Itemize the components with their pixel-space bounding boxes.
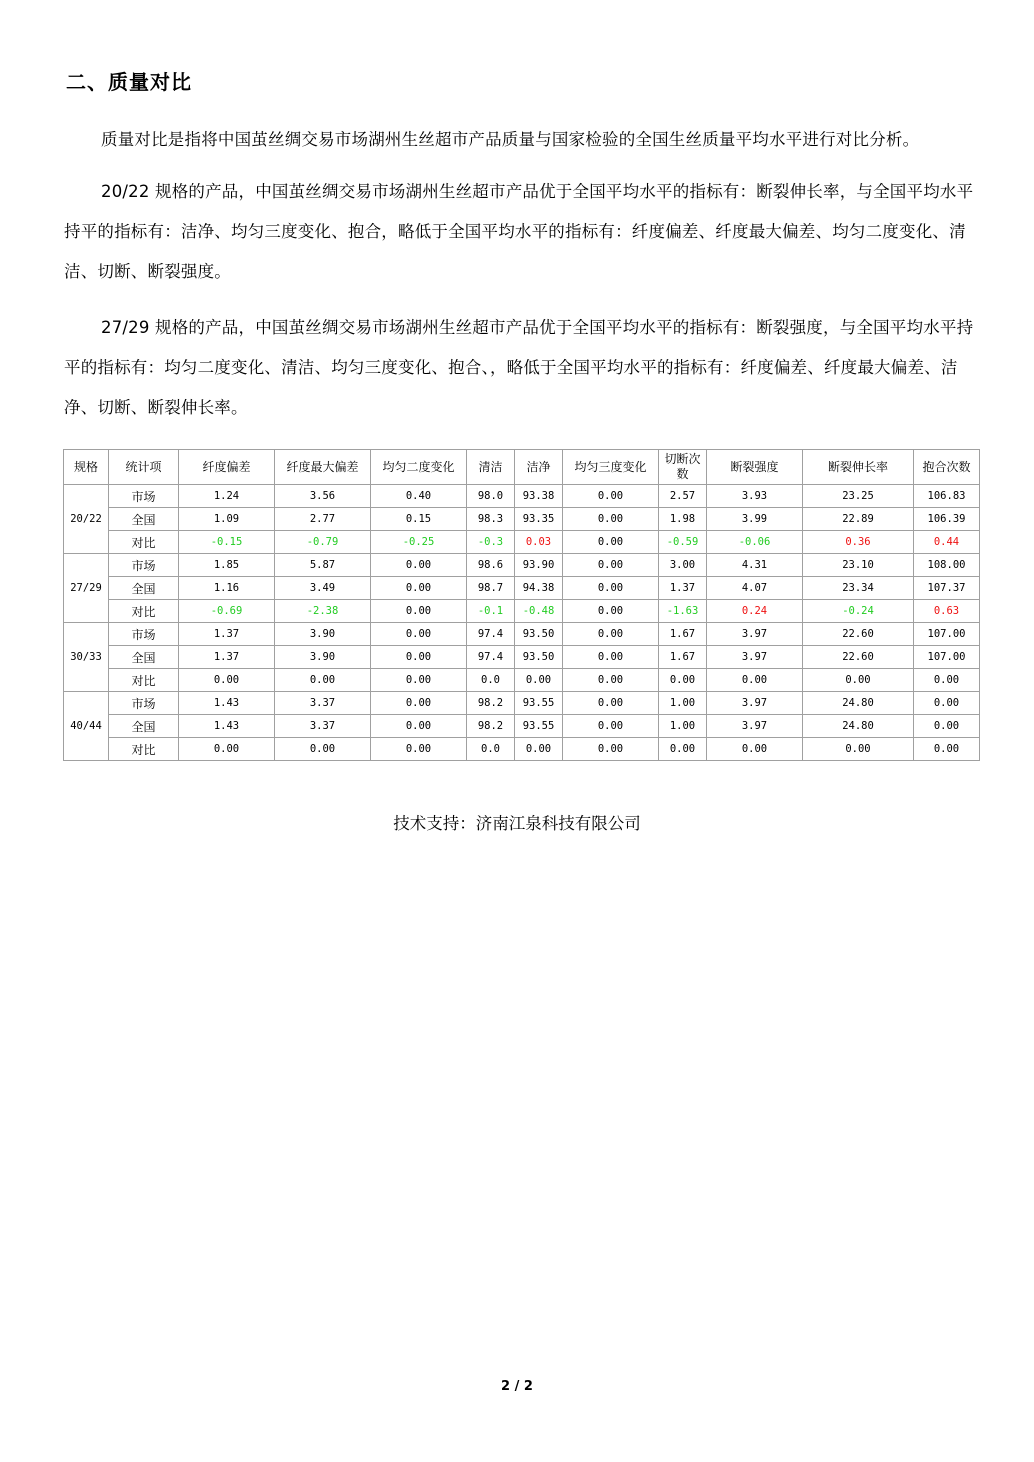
value-cell: 0.00 <box>707 738 803 761</box>
table-row <box>64 738 980 761</box>
value-cell: 0.00 <box>914 692 980 715</box>
value-cell: -0.24 <box>803 600 914 623</box>
intro-paragraph: 质量对比是指将中国茧丝绸交易市场湖州生丝超市产品质量与国家检验的全国生丝质量平均水平进行对比分析。 <box>101 130 920 149</box>
value-cell: 98.7 <box>467 577 515 600</box>
value-cell: 3.37 <box>275 692 371 715</box>
value-cell: 0.00 <box>563 669 659 692</box>
header-cell: 纤度偏差 <box>179 450 275 485</box>
value-cell: -1.63 <box>659 600 707 623</box>
value-cell: 24.80 <box>803 692 914 715</box>
table-header-row <box>64 450 980 485</box>
value-cell: 0.00 <box>563 692 659 715</box>
stat-item-cell: 对比 <box>109 531 179 554</box>
value-cell: 106.83 <box>914 485 980 508</box>
value-cell: 93.50 <box>515 623 563 646</box>
value-cell: 0.00 <box>563 600 659 623</box>
table-row <box>64 600 980 623</box>
value-cell: 106.39 <box>914 508 980 531</box>
value-cell: 3.93 <box>707 485 803 508</box>
value-cell: 0.00 <box>563 577 659 600</box>
value-cell: 0.00 <box>515 669 563 692</box>
value-cell: -0.15 <box>179 531 275 554</box>
value-cell: 3.90 <box>275 646 371 669</box>
value-cell: 4.07 <box>707 577 803 600</box>
stat-item-cell: 对比 <box>109 600 179 623</box>
value-cell: 0.00 <box>563 531 659 554</box>
value-cell: 2.77 <box>275 508 371 531</box>
header-cell: 均匀三度变化 <box>563 450 659 485</box>
header-cell: 断裂伸长率 <box>803 450 914 485</box>
header-cell: 清洁 <box>467 450 515 485</box>
value-cell: 3.37 <box>275 715 371 738</box>
value-cell: 1.09 <box>179 508 275 531</box>
value-cell: 0.00 <box>563 623 659 646</box>
value-cell: 0.00 <box>563 508 659 531</box>
stat-item-cell: 市场 <box>109 485 179 508</box>
value-cell: 0.00 <box>275 669 371 692</box>
value-cell: 4.31 <box>707 554 803 577</box>
value-cell: 0.00 <box>275 738 371 761</box>
value-cell: 1.37 <box>179 646 275 669</box>
tech-support-footer: 技术支持：济南江泉科技有限公司 <box>393 814 641 833</box>
value-cell: 93.35 <box>515 508 563 531</box>
value-cell: -0.25 <box>371 531 467 554</box>
spec-2729-paragraph: 27/29 规格的产品，中国茧丝绸交易市场湖州生丝超市产品优于全国平均水平的指标有：断裂强度，与全国平均水平持平的指标有：均匀二度变化、清洁、均匀三度变化、抱合、，略低于全国平均水平的指标有：纤度偏差、纤度最大偏差、洁净、切断、断裂伸长率。 <box>64 318 974 417</box>
page-title: 二、质量对比 <box>66 70 192 94</box>
value-cell: 1.37 <box>659 577 707 600</box>
value-cell: 1.98 <box>659 508 707 531</box>
value-cell: 97.4 <box>467 623 515 646</box>
stat-item-cell: 市场 <box>109 692 179 715</box>
value-cell: 93.55 <box>515 715 563 738</box>
table-row <box>64 485 980 508</box>
value-cell: 0.00 <box>803 738 914 761</box>
header-cell: 抱合次数 <box>914 450 980 485</box>
stat-item-cell: 全国 <box>109 577 179 600</box>
value-cell: -0.48 <box>515 600 563 623</box>
value-cell: 22.60 <box>803 646 914 669</box>
value-cell: 0.00 <box>371 715 467 738</box>
value-cell: -2.38 <box>275 600 371 623</box>
value-cell: 94.38 <box>515 577 563 600</box>
value-cell: 3.97 <box>707 646 803 669</box>
value-cell: 1.24 <box>179 485 275 508</box>
value-cell: 0.24 <box>707 600 803 623</box>
value-cell: 0.44 <box>914 531 980 554</box>
table-row <box>64 577 980 600</box>
value-cell: 0.15 <box>371 508 467 531</box>
value-cell: 2.57 <box>659 485 707 508</box>
value-cell: 5.87 <box>275 554 371 577</box>
table-row <box>64 531 980 554</box>
quality-comparison-table <box>63 449 980 761</box>
value-cell: 0.0 <box>467 669 515 692</box>
spec-2022-paragraph: 20/22 规格的产品，中国茧丝绸交易市场湖州生丝超市产品优于全国平均水平的指标有：断裂伸长率，与全国平均水平持平的指标有：洁净、均匀三度变化、抱合，略低于全国平均水平的指标有：纤度偏差、纤度最大偏差、均匀二度变化、清洁、切断、断裂强度。 <box>64 182 974 281</box>
value-cell: 0.0 <box>467 738 515 761</box>
value-cell: 0.00 <box>179 738 275 761</box>
value-cell: 0.00 <box>914 715 980 738</box>
value-cell: 0.00 <box>371 692 467 715</box>
stat-item-cell: 对比 <box>109 669 179 692</box>
table-body <box>64 485 980 761</box>
value-cell: 107.37 <box>914 577 980 600</box>
value-cell: 1.00 <box>659 692 707 715</box>
stat-item-cell: 市场 <box>109 554 179 577</box>
value-cell: 93.55 <box>515 692 563 715</box>
value-cell: 98.6 <box>467 554 515 577</box>
stat-item-cell: 全国 <box>109 715 179 738</box>
value-cell: 98.2 <box>467 715 515 738</box>
value-cell: 22.60 <box>803 623 914 646</box>
header-cell: 洁净 <box>515 450 563 485</box>
spec-cell: 30/33 <box>64 623 109 692</box>
value-cell: 3.97 <box>707 623 803 646</box>
value-cell: 1.43 <box>179 715 275 738</box>
value-cell: 0.00 <box>803 669 914 692</box>
value-cell: 3.97 <box>707 715 803 738</box>
value-cell: 1.67 <box>659 623 707 646</box>
stat-item-cell: 全国 <box>109 646 179 669</box>
value-cell: 107.00 <box>914 646 980 669</box>
header-cell: 切断次数 <box>659 450 707 485</box>
value-cell: 0.00 <box>707 669 803 692</box>
value-cell: 0.00 <box>914 738 980 761</box>
table-row <box>64 646 980 669</box>
value-cell: 23.34 <box>803 577 914 600</box>
value-cell: 1.00 <box>659 715 707 738</box>
value-cell: 1.37 <box>179 623 275 646</box>
table-row <box>64 669 980 692</box>
value-cell: 0.00 <box>563 715 659 738</box>
stat-item-cell: 全国 <box>109 508 179 531</box>
value-cell: 0.00 <box>371 623 467 646</box>
value-cell: 0.00 <box>371 669 467 692</box>
table-row <box>64 692 980 715</box>
value-cell: 108.00 <box>914 554 980 577</box>
value-cell: 0.00 <box>659 669 707 692</box>
page-number: 2 / 2 <box>501 1379 533 1394</box>
header-cell: 规格 <box>64 450 109 485</box>
value-cell: 0.00 <box>371 600 467 623</box>
value-cell: 3.56 <box>275 485 371 508</box>
value-cell: 1.16 <box>179 577 275 600</box>
value-cell: 0.00 <box>371 738 467 761</box>
value-cell: 98.0 <box>467 485 515 508</box>
value-cell: 1.43 <box>179 692 275 715</box>
value-cell: 23.10 <box>803 554 914 577</box>
value-cell: 0.63 <box>914 600 980 623</box>
value-cell: 0.00 <box>371 646 467 669</box>
value-cell: 0.00 <box>659 738 707 761</box>
table-row <box>64 715 980 738</box>
value-cell: -0.59 <box>659 531 707 554</box>
stat-item-cell: 市场 <box>109 623 179 646</box>
value-cell: 98.3 <box>467 508 515 531</box>
value-cell: -0.69 <box>179 600 275 623</box>
stat-item-cell: 对比 <box>109 738 179 761</box>
value-cell: 3.99 <box>707 508 803 531</box>
value-cell: 93.90 <box>515 554 563 577</box>
value-cell: -0.79 <box>275 531 371 554</box>
value-cell: 0.03 <box>515 531 563 554</box>
value-cell: 0.00 <box>371 577 467 600</box>
value-cell: 3.90 <box>275 623 371 646</box>
value-cell: 3.00 <box>659 554 707 577</box>
spec-cell: 20/22 <box>64 485 109 554</box>
value-cell: 0.40 <box>371 485 467 508</box>
value-cell: 0.00 <box>563 738 659 761</box>
table-row <box>64 623 980 646</box>
header-cell: 断裂强度 <box>707 450 803 485</box>
value-cell: 0.00 <box>179 669 275 692</box>
value-cell: 1.85 <box>179 554 275 577</box>
value-cell: 3.97 <box>707 692 803 715</box>
spec-cell: 27/29 <box>64 554 109 623</box>
header-cell: 纤度最大偏差 <box>275 450 371 485</box>
value-cell: 0.00 <box>563 554 659 577</box>
value-cell: 0.00 <box>515 738 563 761</box>
value-cell: 0.00 <box>371 554 467 577</box>
value-cell: 98.2 <box>467 692 515 715</box>
spec-cell: 40/44 <box>64 692 109 761</box>
value-cell: 0.00 <box>914 669 980 692</box>
value-cell: 0.00 <box>563 485 659 508</box>
table-row <box>64 508 980 531</box>
value-cell: 93.50 <box>515 646 563 669</box>
value-cell: 1.67 <box>659 646 707 669</box>
value-cell: 0.36 <box>803 531 914 554</box>
value-cell: 3.49 <box>275 577 371 600</box>
header-cell: 统计项 <box>109 450 179 485</box>
value-cell: 97.4 <box>467 646 515 669</box>
value-cell: -0.3 <box>467 531 515 554</box>
value-cell: 93.38 <box>515 485 563 508</box>
value-cell: -0.06 <box>707 531 803 554</box>
value-cell: 24.80 <box>803 715 914 738</box>
value-cell: 23.25 <box>803 485 914 508</box>
value-cell: -0.1 <box>467 600 515 623</box>
value-cell: 0.00 <box>563 646 659 669</box>
value-cell: 107.00 <box>914 623 980 646</box>
header-cell: 均匀二度变化 <box>371 450 467 485</box>
value-cell: 22.89 <box>803 508 914 531</box>
table-row <box>64 554 980 577</box>
